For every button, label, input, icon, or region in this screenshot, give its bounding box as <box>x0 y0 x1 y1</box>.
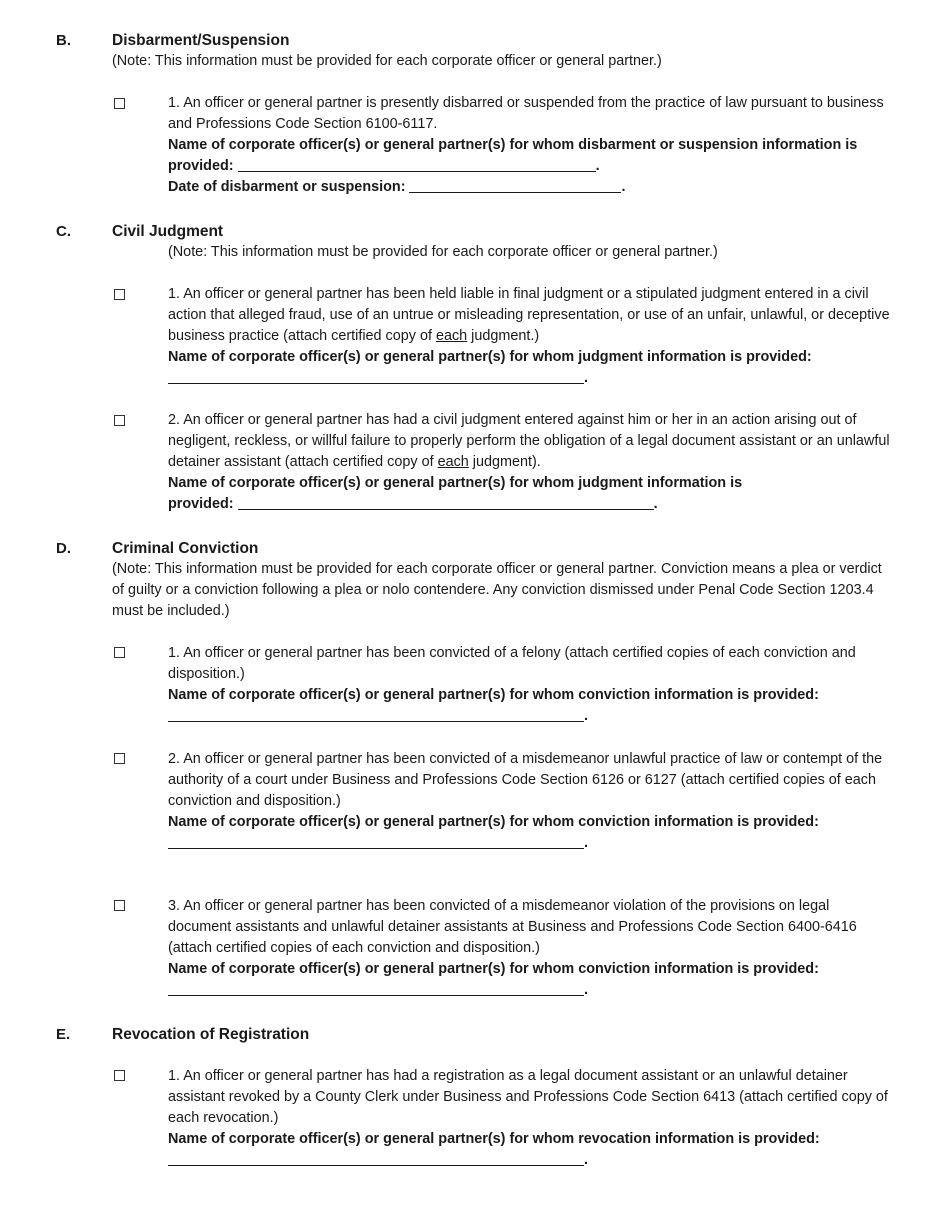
item-d2-text: 2. An officer or general partner has been convicted of a misdemeanor unlawful practice of law or contempt of the authority of a court under Business and Professions Code Section 6126 or 6127 (attach certified copies of each conviction and disposition.) <box>168 751 883 809</box>
checkbox-c2[interactable] <box>114 415 125 426</box>
c1-name-field[interactable] <box>168 369 584 384</box>
item-d3: 3. An officer or general partner has been convicted of a misdemeanor violation of the provisions on legal document assistants and unlawful detainer assistants at Business and Professions Code Section 6400-6416 (attach certified copies of each conviction and disposition.) Name of corporate officer(s) or general partner(s) for whom conviction information is provided: . <box>168 896 896 1001</box>
d1-name-field[interactable] <box>168 707 584 722</box>
item-c2-label: Name of corporate officer(s) or general partner(s) for whom judgment information is <box>168 475 743 491</box>
section-note-c: (Note: This information must be provided for each corporate officer or general partner.) <box>168 244 718 260</box>
section-letter-c: C. <box>56 223 71 240</box>
section-title-criminal-conviction: Criminal Conviction <box>112 540 259 557</box>
section-title-revocation: Revocation of Registration <box>112 1026 310 1043</box>
checkbox-d3[interactable] <box>114 900 125 911</box>
b1-name-field[interactable] <box>238 157 596 172</box>
checkbox-e1[interactable] <box>114 1070 125 1081</box>
item-c1-text: 1. An officer or general partner has been held liable in final judgment or a stipulated judgment entered in a civil action that alleged fraud, use of an untrue or misleading representation, or use of an unfair, unlawful, or deceptive business practice (attach certified copy of each judgment.) <box>168 286 890 344</box>
item-b1 <box>168 93 896 198</box>
section-letter-b: B. <box>56 32 71 49</box>
item-b1-date-label: Date of disbarment or suspension: . <box>168 179 626 195</box>
d3-name-field[interactable] <box>168 981 584 996</box>
d2-name-field[interactable] <box>168 834 584 849</box>
section-title-civil-judgment: Civil Judgment <box>112 223 224 240</box>
item-c1: 1. An officer or general partner has been held liable in final judgment or a stipulated judgment entered in a civil action that alleged fraud, use of an untrue or misleading representation, or use of an unfair, unlawful, or deceptive business practice (attach certified copy of each judgment.) Name of corporate officer(s) or general partner(s) for whom judgment information is provided: . <box>168 284 896 389</box>
item-e1-text: 1. An officer or general partner has had a registration as a legal document assistant or an unlawful detainer assistant revoked by a County Clerk under Business and Professions Code Section 6413 (attach certified copy of each revocation.) <box>168 1068 888 1126</box>
item-d3-text: 3. An officer or general partner has been convicted of a misdemeanor violation of the provisions on legal document assistants and unlawful detainer assistants at Business and Professions Code Section 6400-6416 (attach certified copies of each conviction and disposition.) <box>168 898 857 956</box>
checkbox-c1[interactable] <box>114 289 125 300</box>
section-title-disbarment: Disbarment/Suspension <box>112 32 290 49</box>
item-c2: 2. An officer or general partner has had a civil judgment entered against him or her in an action arising out of negligent, reckless, or willful failure to properly perform the obligation of a legal document assistant or an unlawful detainer assistant (attach certified copy of each judgment). Name of corporate officer(s) or general partner(s) for whom judgment information is provided: . <box>168 410 896 515</box>
section-note-d: (Note: This information must be provided for each corporate officer or general partner. Conviction means a plea or verdict of guilty or a conviction following a plea or nolo contendere. Any conviction dismissed under Penal Code Section 1203.4 must be included.) <box>112 561 882 619</box>
item-e1-label: Name of corporate officer(s) or general partner(s) for whom revocation information is provided: <box>168 1131 820 1147</box>
section-letter-e: E. <box>56 1026 71 1043</box>
item-d1: 1. An officer or general partner has been convicted of a felony (attach certified copies of each conviction and disposition.) Name of corporate officer(s) or general partner(s) for whom conviction information is provided: . <box>168 643 858 727</box>
checkbox-b1[interactable] <box>114 98 125 109</box>
item-c2-text: 2. An officer or general partner has had a civil judgment entered against him or her in an action arising out of negligent, reckless, or willful failure to properly perform the obligation of a legal document assistant or an unlawful detainer assistant (attach certified copy of each judgment). <box>168 412 890 470</box>
item-b1-label: Name of corporate officer(s) or general partner(s) for whom disbarment or suspension information is provided: . <box>168 137 858 174</box>
e1-name-field[interactable] <box>168 1151 584 1166</box>
section-letter-d: D. <box>56 540 71 557</box>
checkbox-d2[interactable] <box>114 753 125 764</box>
section-note-b: (Note: This information must be provided for each corporate officer or general partner.) <box>112 53 662 69</box>
item-d2-label: Name of corporate officer(s) or general partner(s) for whom conviction information is provided: <box>168 814 819 830</box>
item-d1-text: 1. An officer or general partner has been convicted of a felony (attach certified copies of each conviction and disposition.) <box>168 645 856 682</box>
checkbox-d1[interactable] <box>114 647 125 658</box>
item-c1-label: Name of corporate officer(s) or general partner(s) for whom judgment information is provided: <box>168 349 812 365</box>
item-e1: 1. An officer or general partner has had a registration as a legal document assistant or an unlawful detainer assistant revoked by a County Clerk under Business and Professions Code Section 6413 (attach certified copy of each revocation.) Name of corporate officer(s) or general partner(s) for whom revocation information is provided: . <box>168 1066 896 1171</box>
item-d3-label: Name of corporate officer(s) or general partner(s) for whom conviction information is provided: <box>168 961 819 977</box>
b1-date-field[interactable] <box>409 178 621 193</box>
item-d1-label: Name of corporate officer(s) or general partner(s) for whom conviction information is provided: <box>168 687 819 703</box>
item-d2: 2. An officer or general partner has been convicted of a misdemeanor unlawful practice of law or contempt of the authority of a court under Business and Professions Code Section 6126 or 6127 (attach certified copies of each conviction and disposition.) Name of corporate officer(s) or general partner(s) for whom conviction information is provided: . <box>168 749 896 854</box>
c2-name-field[interactable] <box>238 495 654 510</box>
item-b1-text: 1. An officer or general partner is presently disbarred or suspended from the practice of law pursuant to business and Professions Code Section 6100-6117. <box>168 95 884 132</box>
